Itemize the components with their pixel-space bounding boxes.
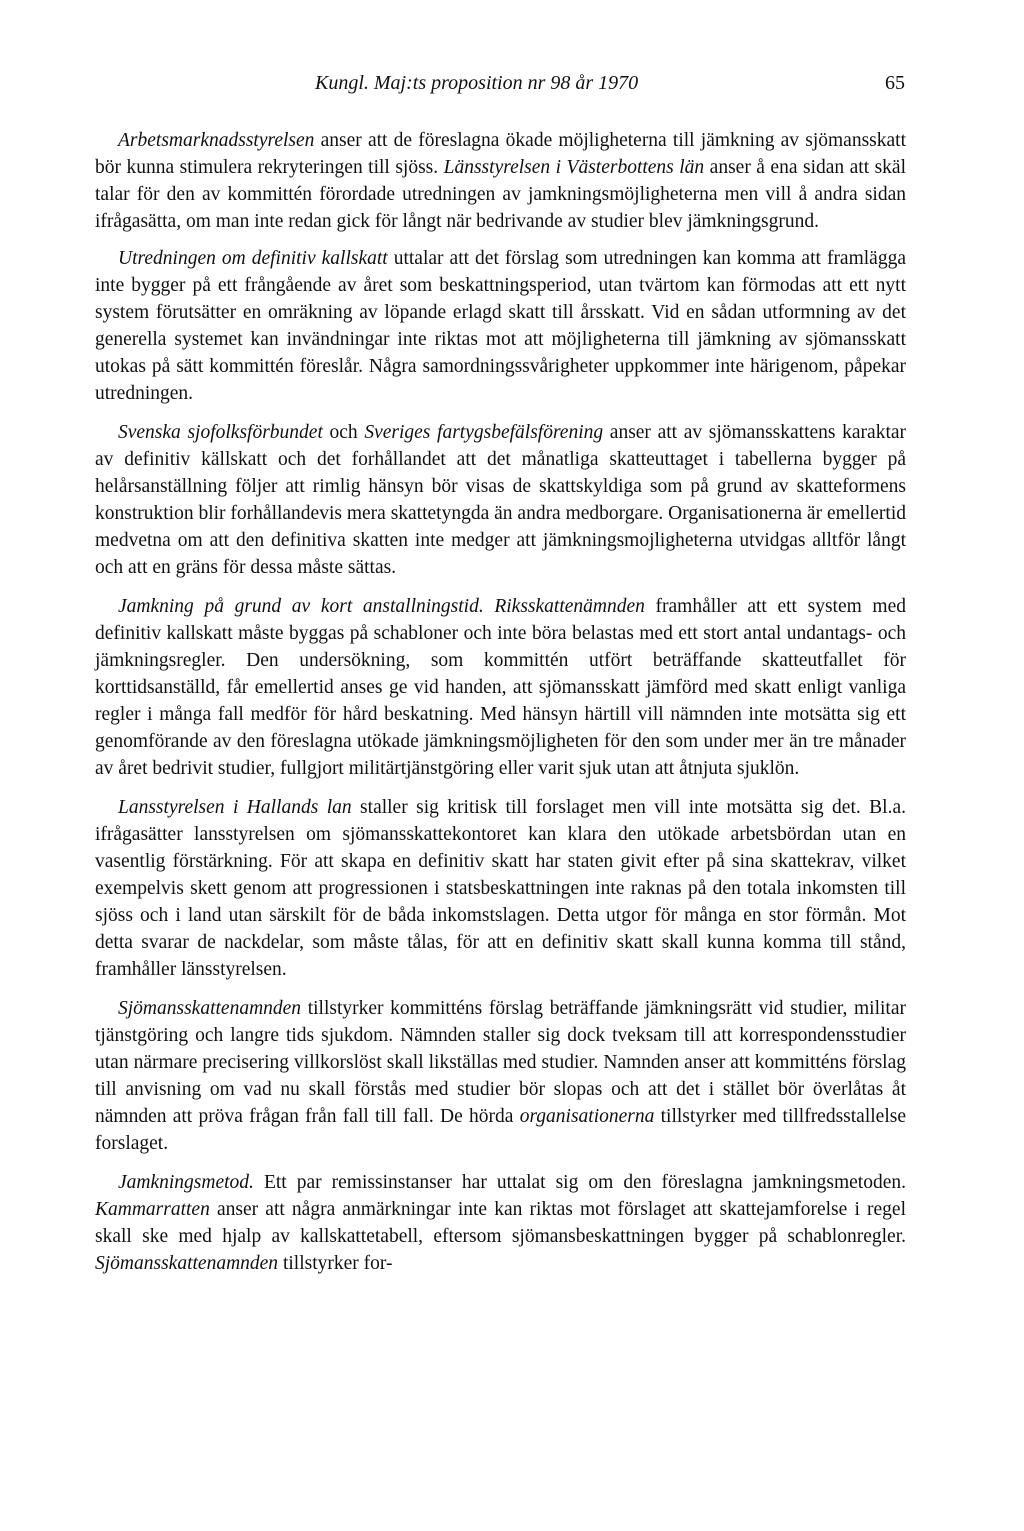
paragraph: [95, 1169, 906, 1277]
paragraph: [95, 419, 906, 581]
paragraph-text: uttalar att det förslag som utredningen kan komma att framlägga inte bygger på ett frångående av året som beskattningsperiod, utan tvärtom kan förmodas att ett nytt system förutsätter en omräkning av löpande erlagd skatt till årsskatt. Vid en sådan utformning av det generella systemet kan invändningar inte riktas mot att möjligheterna till jämkning av sjömansskatt utokas på sätt kommittén föreslår. Några samordningssvårigheter uppkommer inte härigenom, påpekar utredningen.: [95, 248, 906, 404]
paragraph-lead: Jamkning på grund av kort anstallningstid. Riksskattenämnden: [118, 596, 645, 617]
paragraph-lead: Arbetsmarknadsstyrelsen: [118, 130, 315, 151]
paragraph: [95, 995, 906, 1157]
paragraph-text: och: [322, 422, 365, 443]
paragraph-lead: Länsstyrelsen i Västerbottens län: [443, 157, 705, 178]
paragraph-lead: organisationerna: [519, 1106, 655, 1127]
page-body: [95, 127, 906, 1289]
paragraph: [95, 794, 906, 983]
paragraph-lead: Sveriges fartygsbefälsförening: [364, 422, 604, 443]
paragraph-text: anser att de föreslagna ökade möjligheterna till jämkning av sjömansskatt bör kunna stimulera rekryteringen till sjöss.: [95, 130, 906, 178]
paragraph-lead: Svenska sjofolksförbundet: [118, 422, 323, 443]
paragraph-lead: Sjömansskattenamnden: [95, 1253, 279, 1274]
paragraph: [95, 245, 906, 407]
paragraph-lead: Sjömansskattenamnden: [118, 998, 302, 1019]
paragraph: [95, 127, 906, 235]
page-number: 65: [885, 72, 905, 94]
paragraph-lead: Kammarratten: [95, 1199, 210, 1220]
paragraph-text: anser att av sjömansskattens karaktar av definitiv källskatt och det forhållandet att det månatliga skatteuttaget i tabellerna bygger på helårsanställning följer att rimlig hänsyn bör visas de skattskyldiga som på grund av skatteformens konstruktion blir forhållandevis mera skattetyngda än andra medborgare. Organisationerna är emellertid medvetna om att den definitiva skatten inte medger att jämkningsmojligheterna utvidgas alltför långt och att en gräns för dessa måste sättas.: [95, 422, 907, 578]
paragraph-text: Ett par remissinstanser har uttalat sig om den föreslagna jamkningsmetoden.: [253, 1172, 906, 1193]
paragraph-text: anser att några anmärkningar inte kan riktas mot förslaget att skattejamforelse i regel skall ske med hjalp av kallskattetabell, eftersom sjömansbeskattningen bygger på schablonregler.: [95, 1199, 906, 1247]
page-header: [315, 70, 905, 100]
running-title: Kungl. Maj:ts proposition nr 98 år 1970: [315, 72, 639, 94]
paragraph-lead: Jamkningsmetod.: [118, 1172, 254, 1193]
paragraph-text: tillstyrker for-: [278, 1253, 393, 1274]
paragraph-text: framhåller att ett system med definitiv kallskatt måste byggas på schabloner och inte böra belastas med ett stort antal undantags- och jämkningsregler. Den undersökning, som kommittén utfört beträffande skatteutfallet för korttidsanställd, får emellertid anses ge vid handen, att sjömansskatt jämförd med skatt enligt vanliga regler i många fall medför för hård beskatning. Med hänsyn härtill vill nämnden inte motsätta sig ett genomförande av den föreslagna utökade jämkningsmöjligheten för den som under mer än tre månader av året bedrivit studier, fullgjort militärtjänstgöring eller varit sjuk utan att åtnjuta sjuklön.: [95, 596, 906, 779]
paragraph-text: staller sig kritisk till forslaget men vill inte motsätta sig det. Bl.a. ifrågasätter lansstyrelsen om sjömansskattekontoret kan klara den utökade arbetsbördan utan en vasentlig förstärkning. För att skapa en definitiv skatt har staten givit efter på sina skattekrav, vilket exempelvis skett genom att progressionen i statsbeskattningen inte raknas på den totala inkomsten till sjöss och i land utan särskilt för de båda inkomstslagen. Detta utgor för många en stor förmån. Mot detta svarar de nackdelar, som måste tålas, för att en definitiv skatt skall kunna komma till stånd, framhåller länsstyrelsen.: [95, 797, 906, 980]
paragraph-text: anser å ena sidan att skäl talar för den av kommittén förordade utredningen av jamkningsmöjligheterna men vill å andra sidan ifrågasätta, om man inte redan gick för långt när bedrivande av studier blev jämkningsgrund.: [95, 157, 907, 232]
paragraph-lead: Utredningen om definitiv kallskatt: [118, 248, 388, 269]
paragraph-lead: Lansstyrelsen i Hallands lan: [118, 797, 352, 818]
paragraph-text: tillstyrker kommitténs förslag beträffande jämkningsrätt vid studier, militar tjänstgöring och langre tids sjukdom. Nämnden staller sig dock tveksam till att korrespondensstudier utan närmare precisering villkorslöst skall likställas med studier. Namnden anser att kommitténs förslag till anvisning om vad nu skall förstås med studier bör slopas och att det i stället bör överlåtas åt nämnden att pröva frågan från fall till fall. De hörda: [95, 998, 906, 1127]
paragraph-text: tillstyrker med tillfredsstallelse forslaget.: [95, 1106, 906, 1154]
paragraph: [95, 593, 906, 782]
